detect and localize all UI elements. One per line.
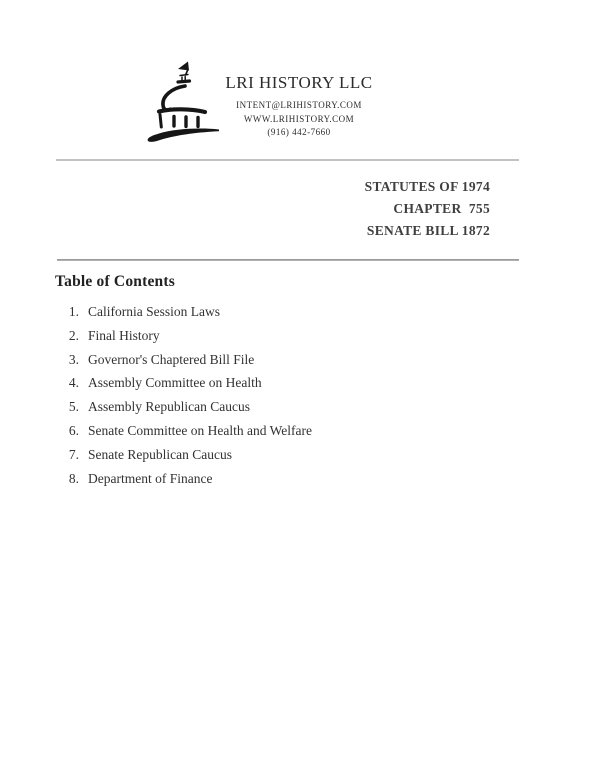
company-website: WWW.LRIHISTORY.COM (243, 113, 355, 124)
toc-item-label: Assembly Republican Caucus (88, 399, 250, 415)
divider-top (56, 159, 519, 161)
toc-item-number: 4. (68, 375, 79, 391)
letterhead (210, 73, 388, 140)
toc-item-label: California Session Laws (88, 304, 220, 319)
toc-item-number: 3. (68, 351, 79, 367)
toc-item-label: Senate Committee on Health and Welfare (88, 422, 312, 438)
company-email: INTENT@LRIHISTORY.COM (236, 100, 362, 110)
toc-item (55, 447, 312, 471)
toc-item-label: Department of Finance (88, 470, 213, 486)
toc-item-number: 5. (68, 399, 79, 415)
statutes-line: STATUTES OF 1974 (364, 179, 490, 194)
toc-item (55, 471, 312, 495)
toc-item-label: Assembly Committee on Health (88, 375, 262, 391)
toc-item-number: 8. (68, 470, 79, 486)
toc-item-label: Governor's Chaptered Bill File (88, 351, 255, 367)
toc-item (55, 423, 312, 447)
toc-item (55, 375, 312, 399)
toc-title: Table of Contents (55, 273, 175, 290)
toc-item-number: 6. (68, 422, 79, 438)
senate-bill-line: SENATE BILL 1872 (366, 223, 490, 238)
toc-item-number: 1. (68, 304, 79, 319)
toc-item (55, 304, 312, 328)
toc-item-label: Senate Republican Caucus (88, 446, 232, 462)
statute-reference (365, 176, 490, 242)
divider-middle (57, 259, 519, 261)
toc-item-number: 7. (68, 446, 79, 462)
company-phone: (916) 442-7660 (267, 127, 331, 137)
toc-item (55, 328, 312, 352)
toc-item (55, 352, 312, 376)
toc-list (55, 304, 312, 494)
company-name: LRI HISTORY LLC (225, 73, 373, 92)
toc-item-number: 2. (68, 327, 79, 343)
toc-item (55, 399, 312, 423)
chapter-line: CHAPTER 755 (393, 201, 490, 216)
toc-item-label: Final History (88, 327, 160, 343)
